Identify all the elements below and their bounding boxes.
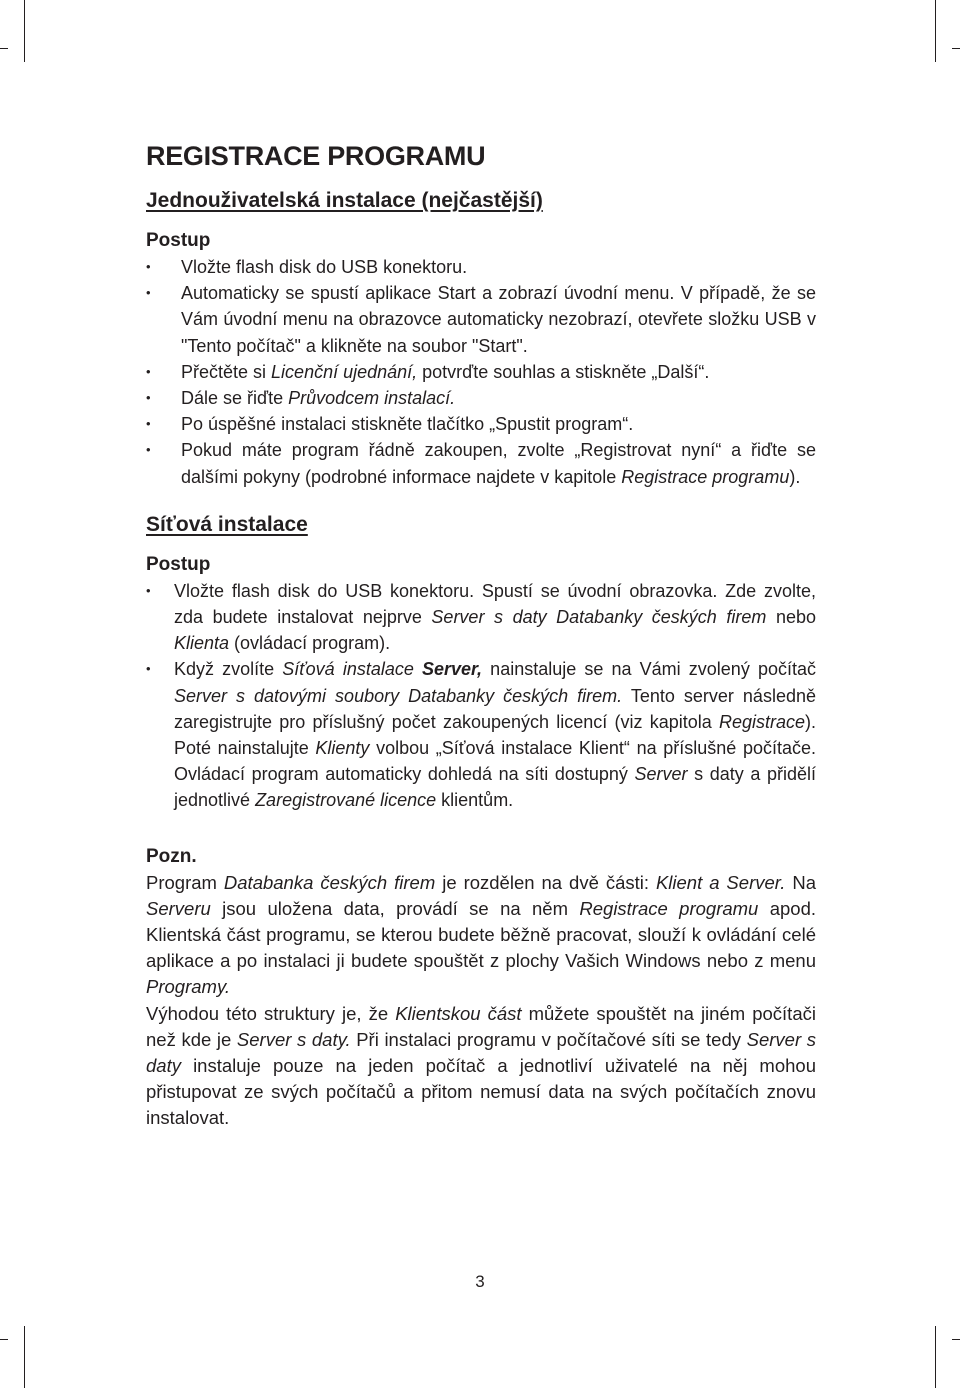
procedure-list-single-user xyxy=(146,254,816,490)
procedure-label: Postup xyxy=(146,230,211,251)
crop-mark xyxy=(952,1339,960,1340)
crop-mark xyxy=(935,1326,936,1388)
note-paragraph: Program Databanka českých firem je rozdělen na dvě části: Klient a Server. Na Serveru jsou uložena data, provádí se na něm Registrace programu apod. Klientská část programu, se kterou budete běžně pracovat, slouží k ovládání celé aplikace a po instalaci ji budete spouštět z plochy Vašich Windows nebo z menu Programy. xyxy=(146,871,816,998)
note-title: Pozn. xyxy=(146,845,197,867)
section-heading-single-user: Jednouživatelská instalace (nejčastější) xyxy=(146,189,543,212)
crop-mark xyxy=(0,48,8,49)
crop-mark xyxy=(24,1326,25,1388)
crop-mark xyxy=(0,1339,8,1340)
list-item: • Vložte flash disk do USB konektoru. Spustí se úvodní obrazovka. Zde zvolte, zda budete instalovat nejprve Server s daty Databanky českých firem nebo Klienta (ovládací program). xyxy=(146,578,816,657)
list-item: • Po úspěšné instalaci stiskněte tlačítko „Spustit program“. xyxy=(146,411,816,437)
section-heading-network: Síťová instalace xyxy=(146,512,308,536)
crop-mark xyxy=(24,0,25,62)
page-content xyxy=(146,138,816,1132)
crop-mark xyxy=(935,0,936,62)
list-item: • Přečtěte si Licenční ujednání, potvrďte souhlas a stiskněte „Další“. xyxy=(146,359,816,385)
list-item: • Automaticky se spustí aplikace Start a zobrazí úvodní menu. V případě, že se Vám úvodní menu na obrazovce automaticky nezobrazí, otevřete složku USB v "Tento počítač" a klikněte na soubor "Start". xyxy=(146,280,816,359)
list-item: • Dále se řiďte Průvodcem instalací. xyxy=(146,385,816,411)
list-item: • Pokud máte program řádně zakoupen, zvolte „Registrovat nyní“ a řiďte se dalšími pokyny (podrobné informace najdete v kapitole Registrace programu). xyxy=(146,437,816,489)
list-item: • Vložte flash disk do USB konektoru. xyxy=(146,254,816,280)
list-item: • Když zvolíte Síťová instalace Server, nainstaluje se na Vámi zvolený počítač Server s datovými soubory Databanky českých firem. Tento server následně zaregistrujte pro příslušný počet zakoupených licencí (viz kapitola Registrace). Poté nainstalujte Klienty volbou „Síťová instalace Klient“ na příslušné počítače. Ovládací program automaticky dohledá na síti dostupný Server s daty a přidělí jednotlivé Zaregistrované licence klientům. xyxy=(146,656,816,813)
page-number: 3 xyxy=(475,1272,485,1291)
procedure-label: Postup xyxy=(146,553,211,575)
crop-mark xyxy=(952,48,960,49)
note-body xyxy=(146,870,816,1132)
procedure-list-network xyxy=(146,578,816,814)
page-title: REGISTRACE PROGRAMU xyxy=(146,141,486,171)
note-paragraph: Výhodou této struktury je, že Klientskou část můžete spouštět na jiném počítači než kde je Server s daty. Při instalaci programu v počítačové síti se tedy Server s daty instaluje pouze na jeden počítač a jednotliví uživatelé na něj mohou přistupovat ze svých počítačů a přitom nemusí data na svých počítačích znovu instalovat. xyxy=(146,1002,816,1129)
